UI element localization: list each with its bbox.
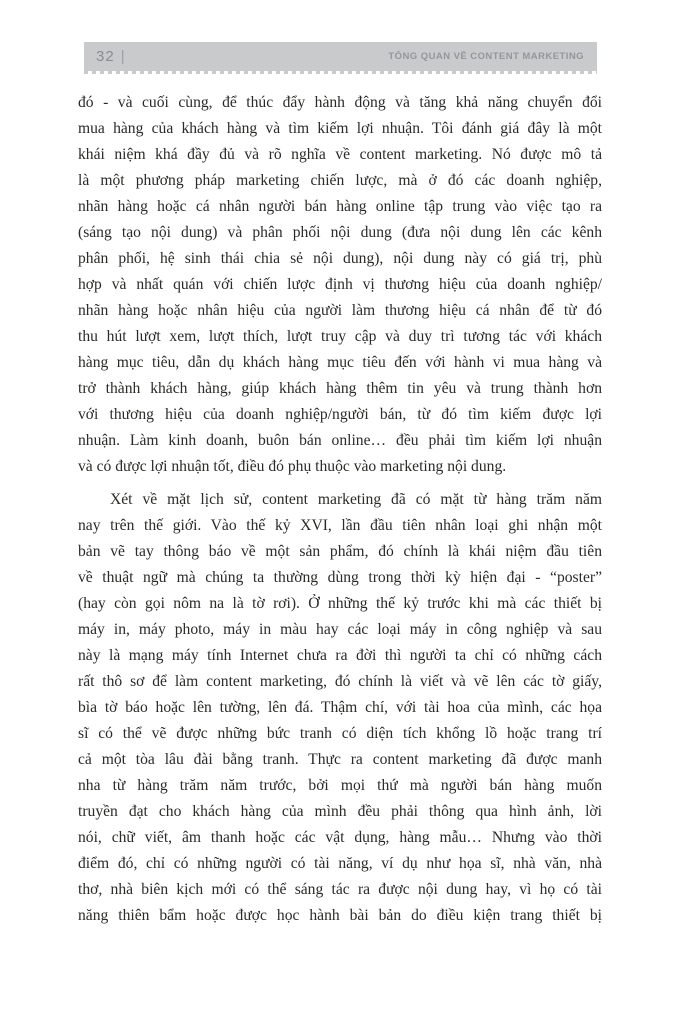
text-line: bìa tờ báo hoặc lên tường, lên đá. Thậm chí, với tài hoa của mình, các họa [78, 699, 602, 716]
text-block [78, 90, 602, 929]
text-line: bản vẽ tay thông báo về một sản phẩm, đó chính là khái niệm đầu tiên [78, 543, 602, 560]
text-line: về thuật ngữ mà chúng ta thường dùng trong thời kỳ hiện đại - “poster” [78, 569, 602, 586]
text-line: nha từ hàng trăm năm trước, bởi mọi thứ mà người bán hàng muốn [78, 777, 602, 794]
text-line: đó - và cuối cùng, để thúc đẩy hành động và tăng khả năng chuyển đổi [78, 94, 602, 111]
text-line: với thương hiệu của doanh nghiệp/người bán, từ đó tìm kiếm được lợi [78, 406, 602, 423]
text-line: truyền đạt cho khách hàng của mình đều phải thông qua hình ảnh, lời [78, 803, 602, 820]
text-line: và có được lợi nhuận tốt, điều đó phụ thuộc vào marketing nội dung. [78, 458, 507, 475]
running-header [84, 42, 597, 71]
text-line: nhãn hàng hoặc nhân hiệu của người làm thương hiệu cá nhân để từ đó [78, 302, 602, 319]
text-line: điểm đó, chỉ có những người có tài năng, ví dụ như họa sĩ, nhà văn, nhà [78, 855, 602, 872]
text-line: máy in, máy photo, máy in màu hay các loại máy in công nghiệp và sau [78, 621, 602, 638]
text-line: rất thô sơ để làm content marketing, đó chính là viết và vẽ lên các tờ giấy, [78, 673, 602, 690]
page-number: 32 [96, 48, 115, 65]
text-line: thu hút lượt xem, lượt thích, lượt truy cập và duy trì tương tác với khách [78, 328, 602, 345]
text-line: trở thành khách hàng, giúp khách hàng thêm tin yêu và trung thành hơn [78, 380, 602, 397]
text-line: (hay còn gọi nôm na là tờ rơi). Ở những thế kỷ trước khi mà các thiết bị [78, 595, 602, 612]
text-line: nhãn hàng hoặc cá nhân người bán hàng online tập trung vào việc tạo ra [78, 198, 602, 215]
text-line: hàng mục tiêu, dẫn dụ khách hàng mục tiêu đến với hành vi mua hàng và [78, 354, 602, 371]
text-line: năng thiên bẩm hoặc được học hành bài bản do điều kiện trang thiết bị [78, 907, 602, 924]
text-line: này là mạng máy tính Internet chưa ra đời thì người ta chỉ có những cách [78, 647, 602, 664]
text-line: mua hàng của khách hàng và tìm kiếm lợi nhuận. Tôi đánh giá đây là một [78, 120, 602, 137]
text-line: khái niệm khá đầy đủ và rõ nghĩa về content marketing. Nó được mô tả [78, 146, 602, 163]
text-line: nói, chữ viết, âm thanh hoặc các vật dụng, hàng mẫu… Nhưng vào thời [78, 829, 602, 846]
paragraph [78, 487, 602, 929]
text-line: sĩ có thể vẽ được những bức tranh có diện tích khổng lồ hoặc trang trí [78, 725, 602, 742]
folio-separator: | [120, 48, 126, 65]
text-line: Xét về mặt lịch sử, content marketing đã có mặt từ hàng trăm năm [110, 491, 602, 508]
text-line: là một phương pháp marketing chiến lược, mà ở đó các doanh nghiệp, [78, 172, 602, 189]
text-line: thơ, nhà biên kịch mới có thể sáng tác ra được nội dung hay, vì họ có tài [78, 881, 602, 898]
text-line: (sáng tạo nội dung) và phân phối nội dung (đưa nội dung lên các kênh [78, 224, 602, 241]
text-line: phân phối, hệ sinh thái chia sẻ nội dung), nội dung này có giá trị, phù [78, 250, 602, 267]
folio [96, 48, 126, 65]
paragraph [78, 90, 602, 480]
running-title: TỔNG QUAN VỀ CONTENT MARKETING [388, 51, 584, 62]
text-line: nhuận. Làm kinh doanh, buôn bán online… đều phải tìm kiếm lợi nhuận [78, 432, 602, 449]
text-line: hợp và nhất quán với chiến lược định vị thương hiệu của doanh nghiệp/ [78, 276, 602, 293]
text-line: nay trên thế giới. Vào thế kỷ XVI, lần đầu tiên nhân loại ghi nhận một [78, 517, 602, 534]
text-line: cả một tòa lâu đài bằng tranh. Thực ra content marketing đã được manh [78, 751, 602, 768]
